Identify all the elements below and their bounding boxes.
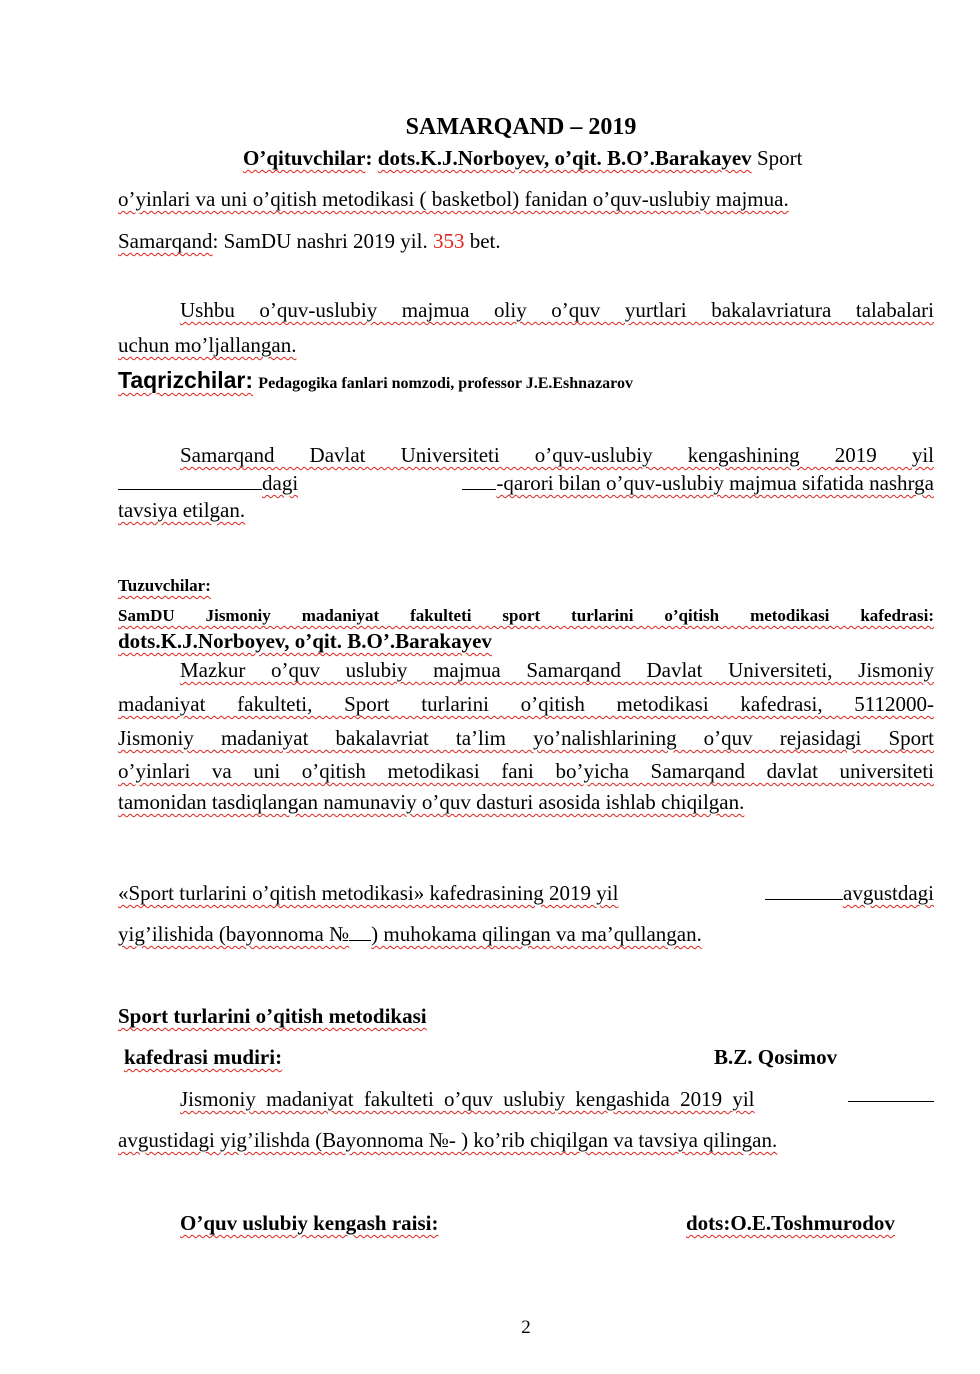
title-text: SAMARQAND – 2019 xyxy=(405,114,637,140)
description-line-5 xyxy=(118,790,934,814)
compilers-label xyxy=(118,574,934,598)
page-title xyxy=(118,113,934,141)
description-line-1 xyxy=(180,658,934,682)
chair-name xyxy=(686,1211,934,1235)
description-text-1: Mazkur o’quv uslubiy majmua Samarqand Davlat Universiteti, Jismoniy xyxy=(180,658,934,682)
pub-bet: bet. xyxy=(464,229,501,253)
dept-meeting-avgust: avgustdagi xyxy=(843,881,934,905)
recommend-line-2 xyxy=(118,471,934,495)
chair-label xyxy=(180,1211,580,1235)
compilers-names-text: dots.K.J.Norboyev, o’qit. B.O’.Barakayev xyxy=(118,629,492,653)
chair-label-text: O’quv uslubiy kengash raisi: xyxy=(180,1211,439,1235)
head-text-1: Sport turlarini o’qitish metodikasi xyxy=(118,1004,427,1028)
book-title-line xyxy=(118,187,934,211)
dept-meeting-text-2b: ) muhokama qilingan va ma’qullangan. xyxy=(371,922,702,946)
number-blank xyxy=(462,475,496,490)
recommend-text-2: -qarori bilan o’quv-uslubiy majmua sifatida nashrga xyxy=(496,471,934,495)
description-line-2 xyxy=(118,692,934,716)
meeting-date-blank xyxy=(765,885,843,900)
reviewers-line xyxy=(118,366,934,398)
reviewers-text: Pedagogika fanlari nomzodi, professor J.E.Eshnazarov xyxy=(258,375,633,392)
intended-text-2: uchun mo’ljallangan. xyxy=(118,333,297,357)
publication-line xyxy=(118,229,934,253)
compilers-names xyxy=(118,629,934,653)
authors-label: O’qituvchilar xyxy=(243,146,366,170)
pub-pages: 353 xyxy=(432,229,465,253)
compilers-dept-text: SamDU Jismoniy madaniyat fakulteti sport turlarini o’qitish metodikasi kafedrasi: xyxy=(118,606,934,625)
pub-city: Samarqand xyxy=(118,229,213,253)
recommend-dagi: dagi xyxy=(262,471,299,495)
date-blank xyxy=(118,475,262,490)
recommend-text-1: Samarqand Davlat Universiteti o’quv-uslubiy kengashining 2019 yil xyxy=(180,443,934,467)
page-number-text: 2 xyxy=(521,1317,531,1338)
chair-name-text: dots:O.E.Toshmurodov xyxy=(686,1211,895,1235)
recommend-text-3: tavsiya etilgan. xyxy=(118,498,246,522)
reviewers-label: Taqrizchilar: xyxy=(118,367,254,393)
description-text-3: Jismoniy madaniyat bakalavriat ta’lim yo’nalishlarining o’quv rejasidagi Sport xyxy=(118,726,934,750)
faculty-text-2: avgustidagi yig’ilishda (Bayonnoma №- ) ko’rib chiqilgan va tavsiya qilingan. xyxy=(118,1128,778,1152)
faculty-date-blank xyxy=(848,1087,934,1102)
compilers-dept xyxy=(118,604,934,628)
faculty-text-1: Jismoniy madaniyat fakulteti o’quv uslubiy kengashida 2019 yil xyxy=(180,1087,755,1111)
description-line-3 xyxy=(118,726,934,750)
dept-meeting-text-1: «Sport turlarini o’qitish metodikasi» kafedrasining 2019 yil xyxy=(118,881,619,905)
book-title-text: o’yinlari va uni o’qitish metodikasi ( basketbol) fanidan o’quv-uslubiy majmua. xyxy=(118,187,789,211)
authors-line: O’qituvchilar: dots.K.J.Norboyev, o’qit. B.O’.Barakayev Sport xyxy=(243,146,803,170)
faculty-line-2 xyxy=(118,1128,934,1152)
authors-rest: Sport xyxy=(751,146,803,170)
head-name-text: B.Z. Qosimov xyxy=(714,1045,838,1069)
intended-line-1 xyxy=(180,298,934,322)
dept-meeting-line-2 xyxy=(118,922,934,946)
compilers-label-text: Tuzuvchilar: xyxy=(118,576,211,595)
head-line-1 xyxy=(118,1004,934,1028)
recommend-line-3 xyxy=(118,498,934,522)
protocol-number-blank xyxy=(349,926,371,941)
description-text-2: madaniyat fakulteti, Sport turlarini o’qitish metodikasi kafedrasi, 5112000- xyxy=(118,692,934,716)
intended-text-1: Ushbu o’quv-uslubiy majmua oliy o’quv yurtlari bakalavriatura talabalari xyxy=(180,298,934,322)
authors-names: dots.K.J.Norboyev, o’qit. B.O’.Barakayev xyxy=(377,146,752,170)
head-title: kafedrasi mudiri: xyxy=(124,1045,283,1069)
recommend-line-1 xyxy=(180,443,934,467)
pub-text: : SamDU nashri 2019 yil. xyxy=(212,229,433,253)
description-text-5: tamonidan tasdiqlangan namunaviy o’quv dasturi asosida ishlab chiqilgan. xyxy=(118,790,745,814)
description-line-4 xyxy=(118,759,934,783)
dept-meeting-line-1 xyxy=(118,881,934,905)
dept-meeting-text-2a: yig’ilishida (bayonnoma № xyxy=(118,922,350,946)
description-text-4: o’yinlari va uni o’qitish metodikasi fani bo’yicha Samarqand davlat universiteti xyxy=(118,759,934,783)
page-number xyxy=(0,1316,980,1340)
intended-line-2 xyxy=(118,333,934,357)
head-name xyxy=(714,1045,914,1069)
faculty-line-1 xyxy=(180,1087,934,1111)
